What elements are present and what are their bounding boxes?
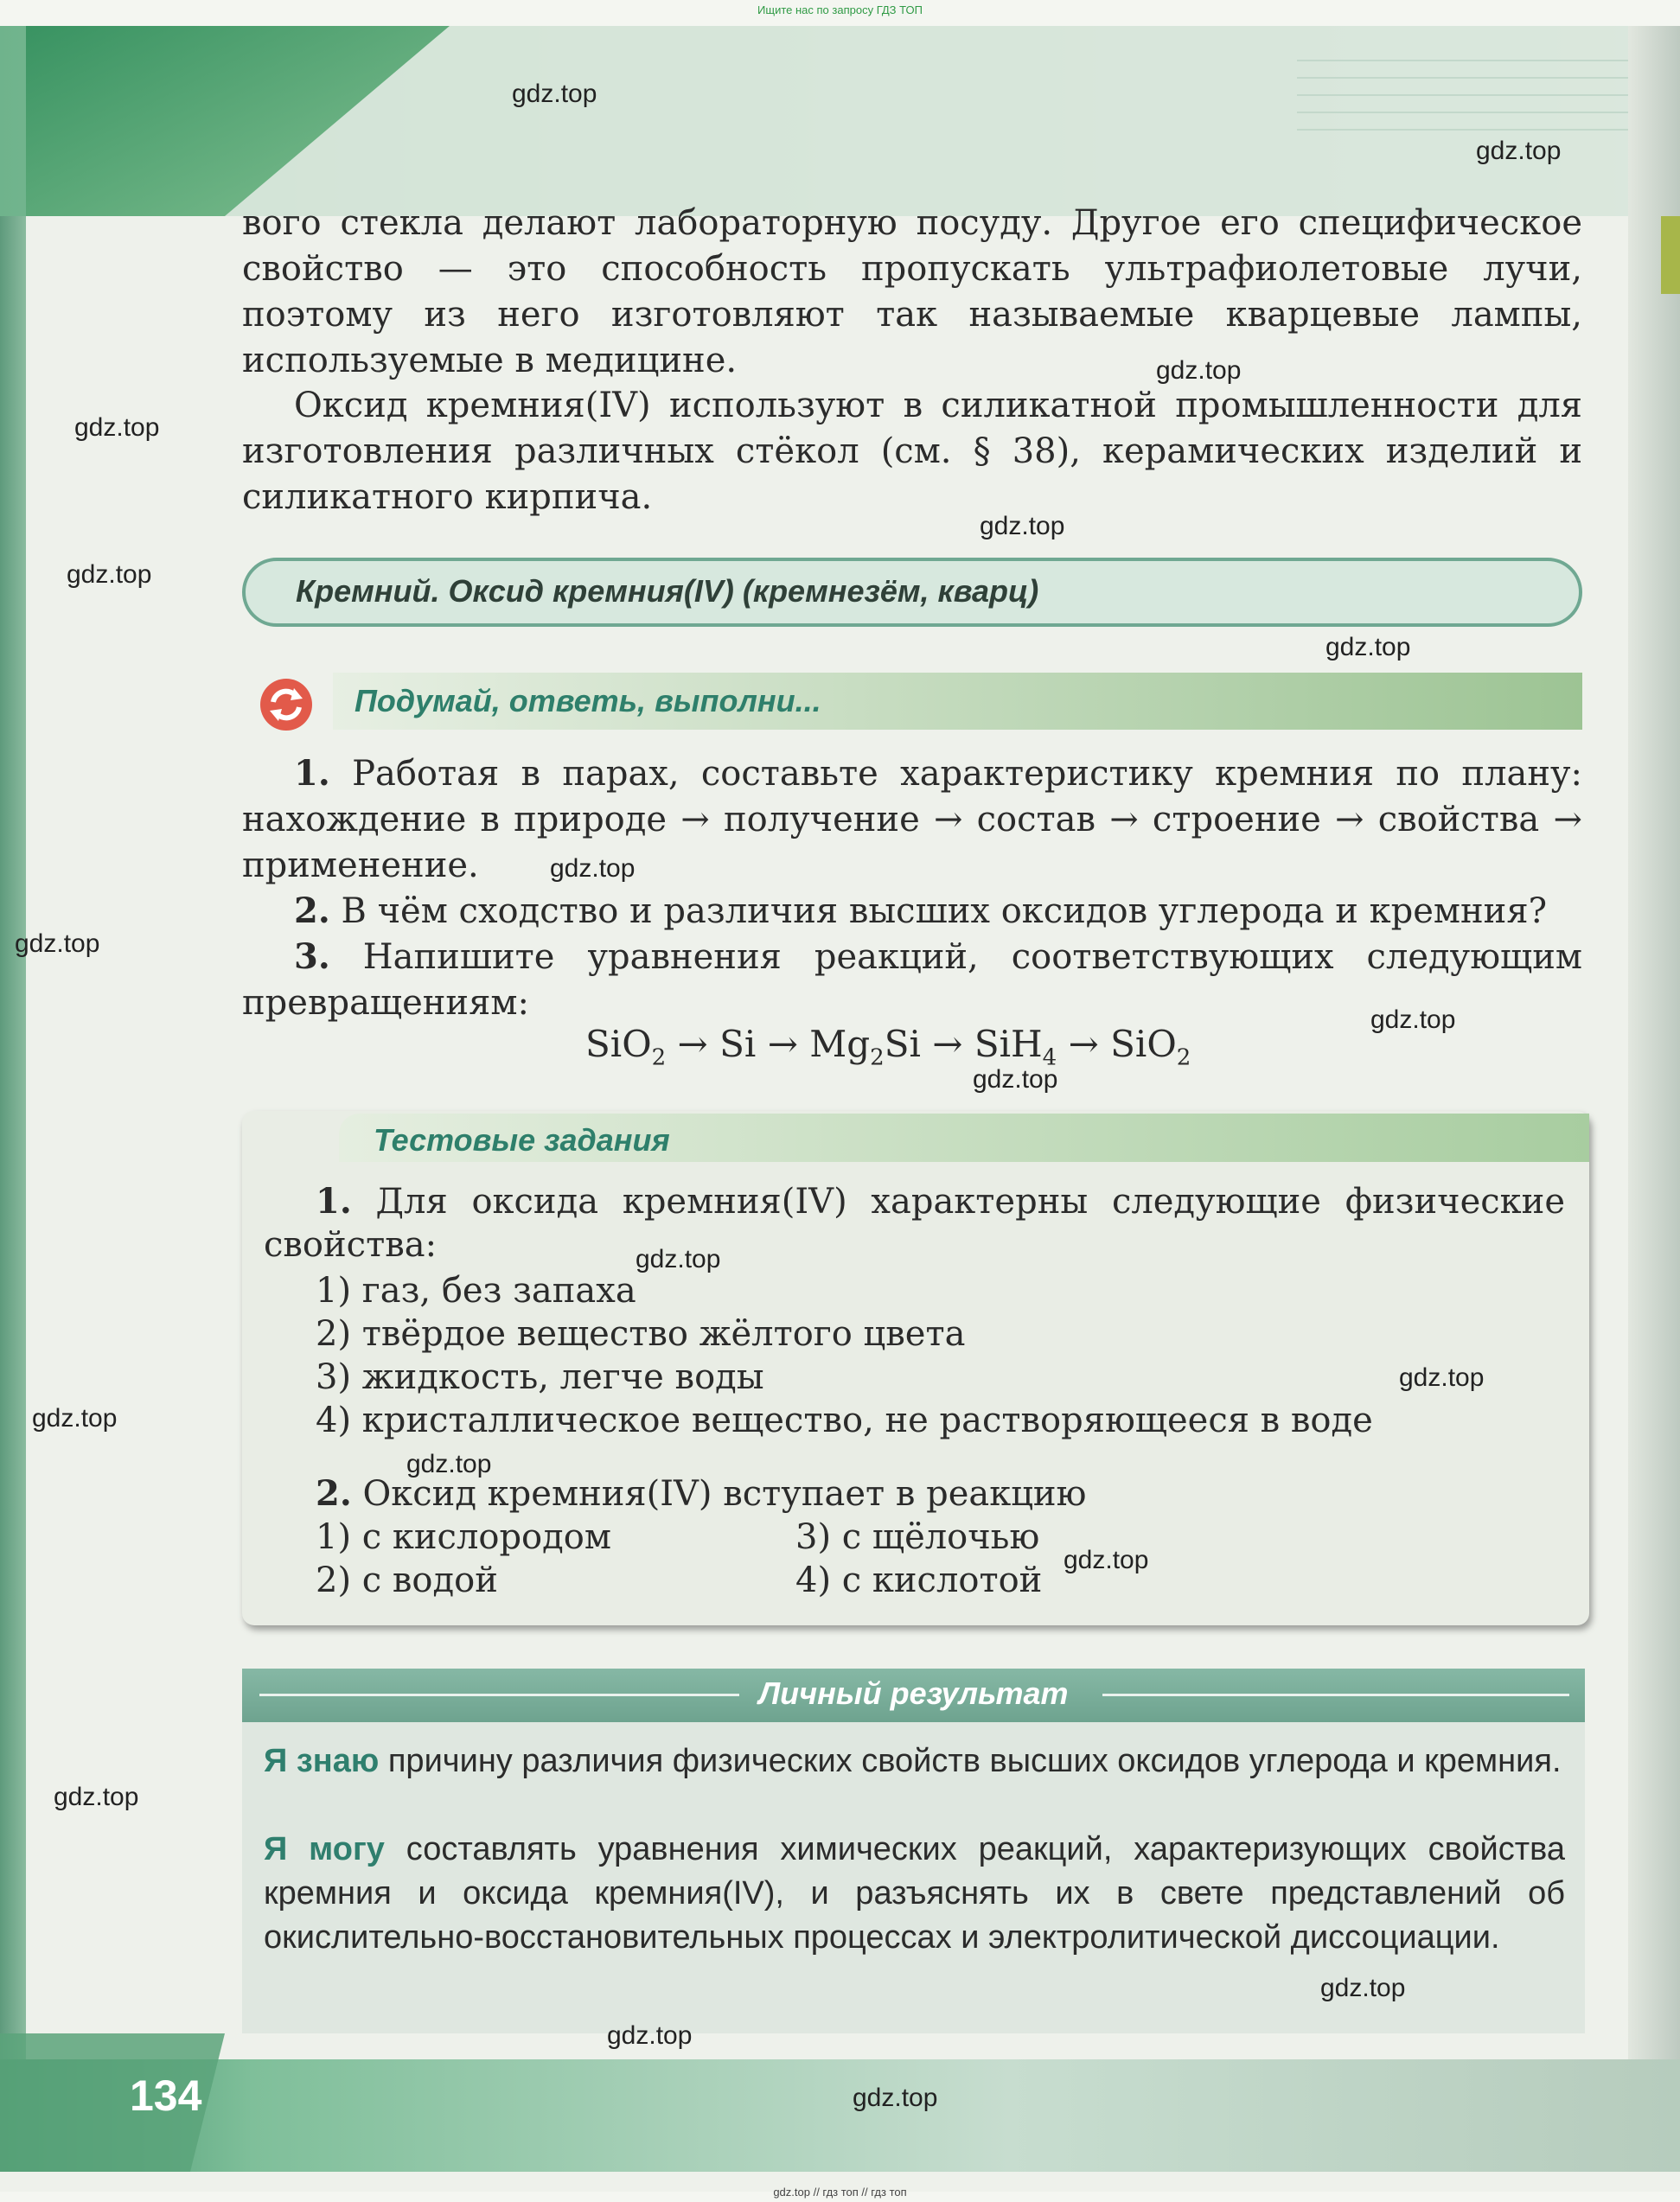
formula-arrow: →: [932, 1023, 963, 1065]
test-q1-text: Для оксида кремния(IV) характерны следующие физические свойства:: [264, 1182, 1565, 1265]
paragraph-2: Оксид кремния(IV) используют в силикатной промышленности для изготовления различных стёкол (см. § 38), керамических изделий и силикатного кирпича.: [242, 386, 1582, 517]
test-q1-number: 1.: [316, 1181, 352, 1222]
formula-sio2: SiO: [1110, 1023, 1177, 1065]
task-3-text: Напишите уравнения реакций, соответствующих следующим превращениям:: [242, 937, 1582, 1023]
formula-arrow: →: [767, 1023, 798, 1065]
formula-si: Si: [719, 1023, 757, 1065]
page-right-edge: [1628, 26, 1680, 2170]
watermark: gdz.top: [74, 413, 160, 442]
watermark: gdz.top: [406, 1450, 492, 1478]
task-1-text: Работая в парах, составьте характеристику кремния по плану: нахождение в природе → получение → состав → строение → свойства → применение.: [242, 754, 1582, 885]
watermark: gdz.top: [1399, 1363, 1485, 1392]
result-can-text: составлять уравнения химических реакций, характеризующих свойства кремния и оксида кремния(IV), и разъяснять их в свете представлений об окислительно-восстановительных процессах и электролитической диссоциации.: [264, 1831, 1565, 1956]
formula-mg-si: Si: [884, 1023, 921, 1065]
formula-sub: 2: [870, 1044, 885, 1071]
paragraph-1: вого стекла делают лабораторную посуду. Другое его специфическое свойство — это способность пропускать ультрафиолетовые лучи, поэтому из него изготовляют так называемые кварцевые лампы, используемые в медицине.: [242, 203, 1582, 380]
task-2: [242, 888, 1582, 935]
summary-pill: [242, 558, 1582, 627]
header-wedge-graphic: [0, 26, 1680, 216]
watermark: gdz.top: [550, 854, 636, 883]
test-q2-option[interactable]: 3) с щёлочью: [795, 1517, 1040, 1557]
result-title: Личный результат: [758, 1675, 1069, 1711]
watermark: gdz.top: [1320, 1974, 1406, 2002]
watermark: gdz.top: [32, 1404, 118, 1433]
think-title: Подумай, ответь, выполни...: [355, 683, 821, 718]
page-left-edge: [0, 26, 26, 2170]
test-q1-option[interactable]: 4) кристаллическое вещество, не растворяющееся в воде: [316, 1401, 1373, 1440]
watermark: gdz.top: [67, 560, 152, 589]
refresh-icon: [258, 676, 315, 733]
result-can-lead: Я могу: [264, 1831, 385, 1867]
watermark: gdz.top: [636, 1245, 721, 1273]
watermark: gdz.top: [853, 2084, 938, 2112]
test-q1-option[interactable]: 1) газ, без запаха: [316, 1271, 636, 1311]
task-3-number: 3.: [294, 936, 330, 977]
task-1-number: 1.: [294, 753, 330, 794]
result-header-bar: [242, 1669, 1585, 1722]
test-q2-number: 2.: [316, 1473, 352, 1514]
header-note: Ищите нас по запросу ГДЗ ТОП: [757, 3, 923, 16]
watermark: gdz.top: [15, 929, 100, 958]
test-q2-option[interactable]: 4) с кислотой: [795, 1561, 1043, 1600]
page-number: 134: [130, 2071, 202, 2120]
watermark: gdz.top: [1370, 1005, 1456, 1034]
task-2-text: В чём сходство и различия высших оксидов углерода и кремния?: [341, 891, 1548, 931]
watermark: gdz.top: [1156, 356, 1242, 385]
header-wedge: [0, 26, 1680, 216]
watermark: gdz.top: [1064, 1546, 1149, 1574]
formula-sub: 2: [651, 1044, 667, 1071]
footer-band: [0, 2033, 1680, 2172]
formula-arrow: →: [677, 1023, 708, 1065]
formula-sub: 2: [1176, 1044, 1191, 1071]
test-q1-option[interactable]: 2) твёрдое вещество жёлтого цвета: [316, 1314, 966, 1354]
test-q2-option[interactable]: 1) с кислородом: [316, 1517, 611, 1557]
test-q2-text: Оксид кремния(IV) вступает в реакцию: [362, 1474, 1087, 1514]
watermark: gdz.top: [980, 512, 1065, 540]
watermark: gdz.top: [54, 1783, 139, 1811]
tests-title: Тестовые задания: [374, 1122, 670, 1158]
watermark: gdz.top: [512, 80, 597, 108]
formula-arrow: →: [1068, 1023, 1099, 1065]
formula-sih: SiH: [974, 1023, 1043, 1065]
result-know-lead: Я знаю: [264, 1743, 380, 1779]
test-q2-option[interactable]: 2) с водой: [316, 1561, 498, 1600]
summary-pill-text: Кремний. Оксид кремния(IV) (кремнезём, кварц): [296, 573, 1039, 609]
task-1: [242, 750, 1582, 889]
formula-sio2: SiO: [585, 1023, 652, 1065]
watermark: gdz.top: [1476, 137, 1562, 165]
formula-mg: Mg: [809, 1023, 871, 1065]
watermark: gdz.top: [1325, 633, 1411, 661]
watermark: gdz.top: [973, 1065, 1058, 1094]
watermark: gdz.top: [607, 2021, 693, 2050]
result-know: [264, 1739, 1565, 1784]
footer-note: gdz.top // гдз топ // гдз топ: [773, 2186, 907, 2199]
page-side-tab: [1661, 216, 1680, 294]
result-can: [264, 1828, 1565, 1960]
test-q1-option[interactable]: 3) жидкость, легче воды: [316, 1357, 764, 1397]
formula-sub: 4: [1042, 1044, 1057, 1071]
result-know-text: причину различия физических свойств высших оксидов углерода и кремния.: [379, 1743, 1562, 1779]
transformation-formula: [585, 1023, 1191, 1070]
test-question-1: [264, 1180, 1565, 1267]
task-2-number: 2.: [294, 890, 330, 931]
footer-band-graphic: [0, 2033, 1680, 2172]
